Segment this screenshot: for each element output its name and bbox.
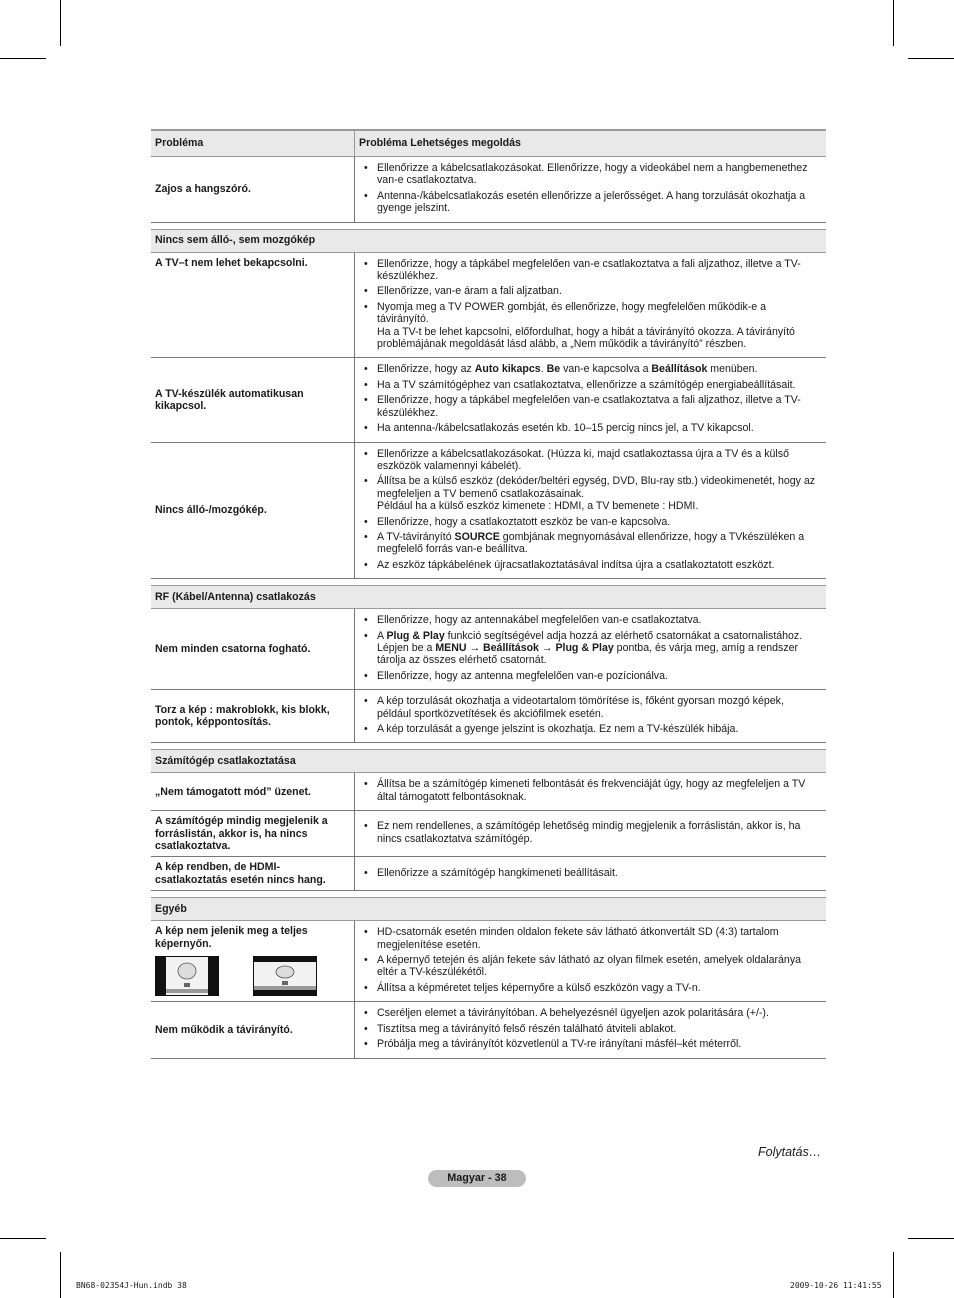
solution-item: • Ellenőrizze a kábelcsatlakozásokat. Ellenőrizze, hogy a videokábel nem a hangbemenethez van-e csatlakoztatva. bbox=[361, 162, 820, 187]
table-row bbox=[151, 442, 826, 579]
solution-cell bbox=[355, 157, 827, 223]
problem-text: Nincs álló-/mozgókép. bbox=[155, 504, 267, 517]
section-spacer-cell bbox=[151, 743, 826, 750]
problem-text: Zajos a hangszóró. bbox=[155, 183, 251, 196]
solution-cell bbox=[355, 811, 827, 857]
crop-mark bbox=[908, 58, 954, 59]
pillarbox-image-icon bbox=[155, 956, 219, 996]
solution-cell bbox=[355, 358, 827, 442]
solution-item: • A kép torzulását okozhatja a videotartalom tömörítése is, főként gyorsan mozgó képek, például sportközvetítések és akciófilmek esetén. bbox=[361, 695, 820, 720]
solution-item: • Ellenőrizze, hogy az antennakábel megfelelően van-e csatlakoztatva. bbox=[361, 614, 820, 626]
solution-item: • Ellenőrizze, hogy a tápkábel megfelelően van-e csatlakoztatva a fali aljzathoz, illetve a TV-készülékhez. bbox=[361, 394, 820, 419]
solution-list bbox=[361, 695, 820, 735]
solution-list bbox=[361, 820, 820, 845]
table-row bbox=[151, 811, 826, 857]
problem-text: A TV–t nem lehet bekapcsolni. bbox=[155, 256, 308, 269]
solution-list bbox=[361, 614, 820, 682]
problem-text: A számítógép mindig megjelenik a forráslistán, akkor is, ha nincs csatlakoztatva. bbox=[155, 815, 328, 853]
problem-text: Nem működik a távirányító. bbox=[155, 1023, 293, 1036]
table-row bbox=[151, 690, 826, 743]
aspect-ratio-thumbnails bbox=[155, 956, 350, 996]
print-slug-file: BN68-02354J-Hun.indb 38 bbox=[76, 1281, 187, 1290]
section-title: Számítógép csatlakoztatása bbox=[151, 750, 826, 773]
table-row bbox=[151, 609, 826, 690]
table-row bbox=[151, 773, 826, 811]
problem-cell bbox=[151, 811, 355, 857]
solution-list bbox=[361, 1007, 820, 1050]
solution-item: • Állítsa a képméretet teljes képernyőre a külső eszközön vagy a TV-n. bbox=[361, 982, 820, 994]
header-problem: Probléma bbox=[151, 130, 355, 157]
problem-cell bbox=[151, 773, 355, 811]
solution-item: • Az eszköz tápkábelének újracsatlakoztatásával indítsa újra a csatlakoztatott eszközt. bbox=[361, 559, 820, 571]
problem-text: A TV-készülék automatikusan kikapcsol. bbox=[155, 387, 304, 412]
print-slug-date: 2009-10-26 11:41:55 bbox=[790, 1281, 882, 1290]
section-spacer bbox=[151, 222, 826, 229]
solution-cell bbox=[355, 609, 827, 690]
section-spacer bbox=[151, 891, 826, 898]
crop-mark bbox=[0, 1238, 46, 1239]
solution-item: • Ellenőrizze a kábelcsatlakozásokat. (Húzza ki, majd csatlakoztassa újra a TV és a külső eszközök valamennyi kábelét). bbox=[361, 448, 820, 473]
solution-item: • Állítsa be a számítógép kimeneti felbontását és frekvenciáját úgy, hogy az megfeleljen a TV által támogatott felbontásoknak. bbox=[361, 778, 820, 803]
problem-cell bbox=[151, 157, 355, 223]
header-solution: Probléma Lehetséges megoldás bbox=[355, 130, 827, 157]
section-title: RF (Kábel/Antenna) csatlakozás bbox=[151, 586, 826, 609]
section-header-row bbox=[151, 586, 826, 609]
table-row bbox=[151, 857, 826, 891]
table-row bbox=[151, 252, 826, 358]
solution-cell bbox=[355, 773, 827, 811]
section-header-row bbox=[151, 898, 826, 921]
troubleshooting-table bbox=[151, 129, 826, 1059]
solution-item: • Tisztítsa meg a távirányító felső részén található átviteli ablakot. bbox=[361, 1023, 820, 1035]
section-spacer-cell bbox=[151, 891, 826, 898]
section-spacer bbox=[151, 579, 826, 586]
problem-text: „Nem támogatott mód” üzenet. bbox=[155, 785, 311, 798]
section-title: Egyéb bbox=[151, 898, 826, 921]
problem-text: A kép nem jelenik meg a teljes képernyőn. bbox=[155, 925, 308, 950]
letterbox-image-icon bbox=[253, 956, 317, 996]
page-number-badge: Magyar - 38 bbox=[428, 1170, 526, 1187]
solution-item: • Cseréljen elemet a távirányítóban. A behelyezésnél ügyeljen azok polaritására (+/-). bbox=[361, 1007, 820, 1019]
problem-cell bbox=[151, 252, 355, 358]
solution-item: • Ellenőrizze, hogy a csatlakoztatott eszköz be van-e kapcsolva. bbox=[361, 516, 820, 528]
troubleshooting-table-container bbox=[151, 129, 826, 1059]
solution-item: • Ez nem rendellenes, a számítógép lehetőség mindig megjelenik a forráslistán, akkor is, ha nincs csatlakoztatva számítógép. bbox=[361, 820, 820, 845]
problem-cell bbox=[151, 857, 355, 891]
section-header-row bbox=[151, 750, 826, 773]
problem-cell bbox=[151, 358, 355, 442]
section-title: Nincs sem álló-, sem mozgókép bbox=[151, 229, 826, 252]
solution-list bbox=[361, 867, 820, 879]
solution-item: • Ha antenna-/kábelcsatlakozás esetén kb. 10–15 percig nincs jel, a TV kikapcsol. bbox=[361, 422, 820, 434]
section-spacer-cell bbox=[151, 579, 826, 586]
crop-mark bbox=[60, 0, 61, 46]
solution-item: • Ellenőrizze, hogy az antenna megfelelően van-e pozícionálva. bbox=[361, 670, 820, 682]
solution-list bbox=[361, 258, 820, 351]
solution-cell bbox=[355, 1002, 827, 1058]
continued-label: Folytatás… bbox=[758, 1145, 822, 1159]
problem-text: A kép rendben, de HDMI-csatlakoztatás esetén nincs hang. bbox=[155, 861, 326, 886]
solution-cell bbox=[355, 857, 827, 891]
section-spacer-cell bbox=[151, 222, 826, 229]
solution-list bbox=[361, 926, 820, 994]
solution-cell bbox=[355, 921, 827, 1002]
solution-item: • Állítsa be a külső eszköz (dekóder/beltéri egység, DVD, Blu-ray stb.) videokimenetét, hogy az megfeleljen a TV bemenő csatlakozásainak. Például ha a külső eszköz kimenete : HDMI, a TV bemenete : HDMI. bbox=[361, 475, 820, 512]
solution-item: • Ellenőrizze, van-e áram a fali aljzatban. bbox=[361, 285, 820, 297]
table-row bbox=[151, 921, 826, 1002]
problem-cell bbox=[151, 609, 355, 690]
section-spacer bbox=[151, 743, 826, 750]
crop-mark bbox=[893, 1252, 894, 1298]
solution-list bbox=[361, 778, 820, 803]
solution-item: • HD-csatornák esetén minden oldalon fekete sáv látható átkonvertált SD (4:3) tartalom megjelenítése esetén. bbox=[361, 926, 820, 951]
solution-item: • Ellenőrizze a számítógép hangkimeneti beállításait. bbox=[361, 867, 820, 879]
solution-list bbox=[361, 162, 820, 215]
solution-item: • A Plug & Play funkció segítségével adja hozzá az elérhető csatornákat a csatornalistához. Lépjen be a MENU → Beállítások → Plug & Play pontba, és várja meg, amíg a rendszer tárolja az összes elérhető csatornát. bbox=[361, 630, 820, 667]
crop-mark bbox=[908, 1238, 954, 1239]
solution-item: • A kép torzulását a gyenge jelszint is okozhatja. Ez nem a TV-készülék hibája. bbox=[361, 723, 820, 735]
solution-item: • A képernyő tetején és alján fekete sáv látható az olyan filmek esetén, amelyek oldalaránya eltér a TV-készülékétől. bbox=[361, 954, 820, 979]
table-row bbox=[151, 358, 826, 442]
solution-item: • Ha a TV számítógéphez van csatlakoztatva, ellenőrizze a számítógép energiabeállításait. bbox=[361, 379, 820, 391]
solution-item: • Ellenőrizze, hogy a tápkábel megfelelően van-e csatlakoztatva a fali aljzathoz, illetve a TV-készülékhez. bbox=[361, 258, 820, 283]
solution-item: • Nyomja meg a TV POWER gombját, és ellenőrizze, hogy megfelelően működik-e a távirányító. Ha a TV-t be lehet kapcsolni, előfordulhat, hogy a hibát a távirányító okozza. A távirányító problémájának megoldását lásd alább, a „Nem működik a távirányító” részben. bbox=[361, 301, 820, 351]
problem-cell bbox=[151, 690, 355, 743]
table-header-row bbox=[151, 130, 826, 157]
crop-mark bbox=[60, 1252, 61, 1298]
solution-list bbox=[361, 448, 820, 572]
solution-item: • Próbálja meg a távirányítót közvetlenül a TV-re irányítani másfél–két méterről. bbox=[361, 1038, 820, 1050]
problem-text: Torz a kép : makroblokk, kis blokk, pontok, képpontosítás. bbox=[155, 703, 330, 729]
solution-list bbox=[361, 363, 820, 434]
problem-cell bbox=[151, 921, 355, 1002]
table-row bbox=[151, 1002, 826, 1058]
solution-item: • Ellenőrizze, hogy az Auto kikapcs. Be van-e kapcsolva a Beállítások menüben. bbox=[361, 363, 820, 375]
problem-text: Nem minden csatorna fogható. bbox=[155, 642, 311, 655]
solution-cell bbox=[355, 252, 827, 358]
problem-cell bbox=[151, 1002, 355, 1058]
section-header-row bbox=[151, 229, 826, 252]
solution-item: • A TV-távirányító SOURCE gombjának megnyomásával ellenőrizze, hogy a TVkészüléken a megfelelő forrás van-e beállítva. bbox=[361, 531, 820, 556]
solution-item: • Antenna-/kábelcsatlakozás esetén ellenőrizze a jelerősséget. A hang torzulását okozhatja a gyenge jelszint. bbox=[361, 190, 820, 215]
solution-cell bbox=[355, 690, 827, 743]
crop-mark bbox=[893, 0, 894, 46]
problem-cell bbox=[151, 442, 355, 579]
solution-cell bbox=[355, 442, 827, 579]
crop-mark bbox=[0, 58, 46, 59]
table-row bbox=[151, 157, 826, 223]
